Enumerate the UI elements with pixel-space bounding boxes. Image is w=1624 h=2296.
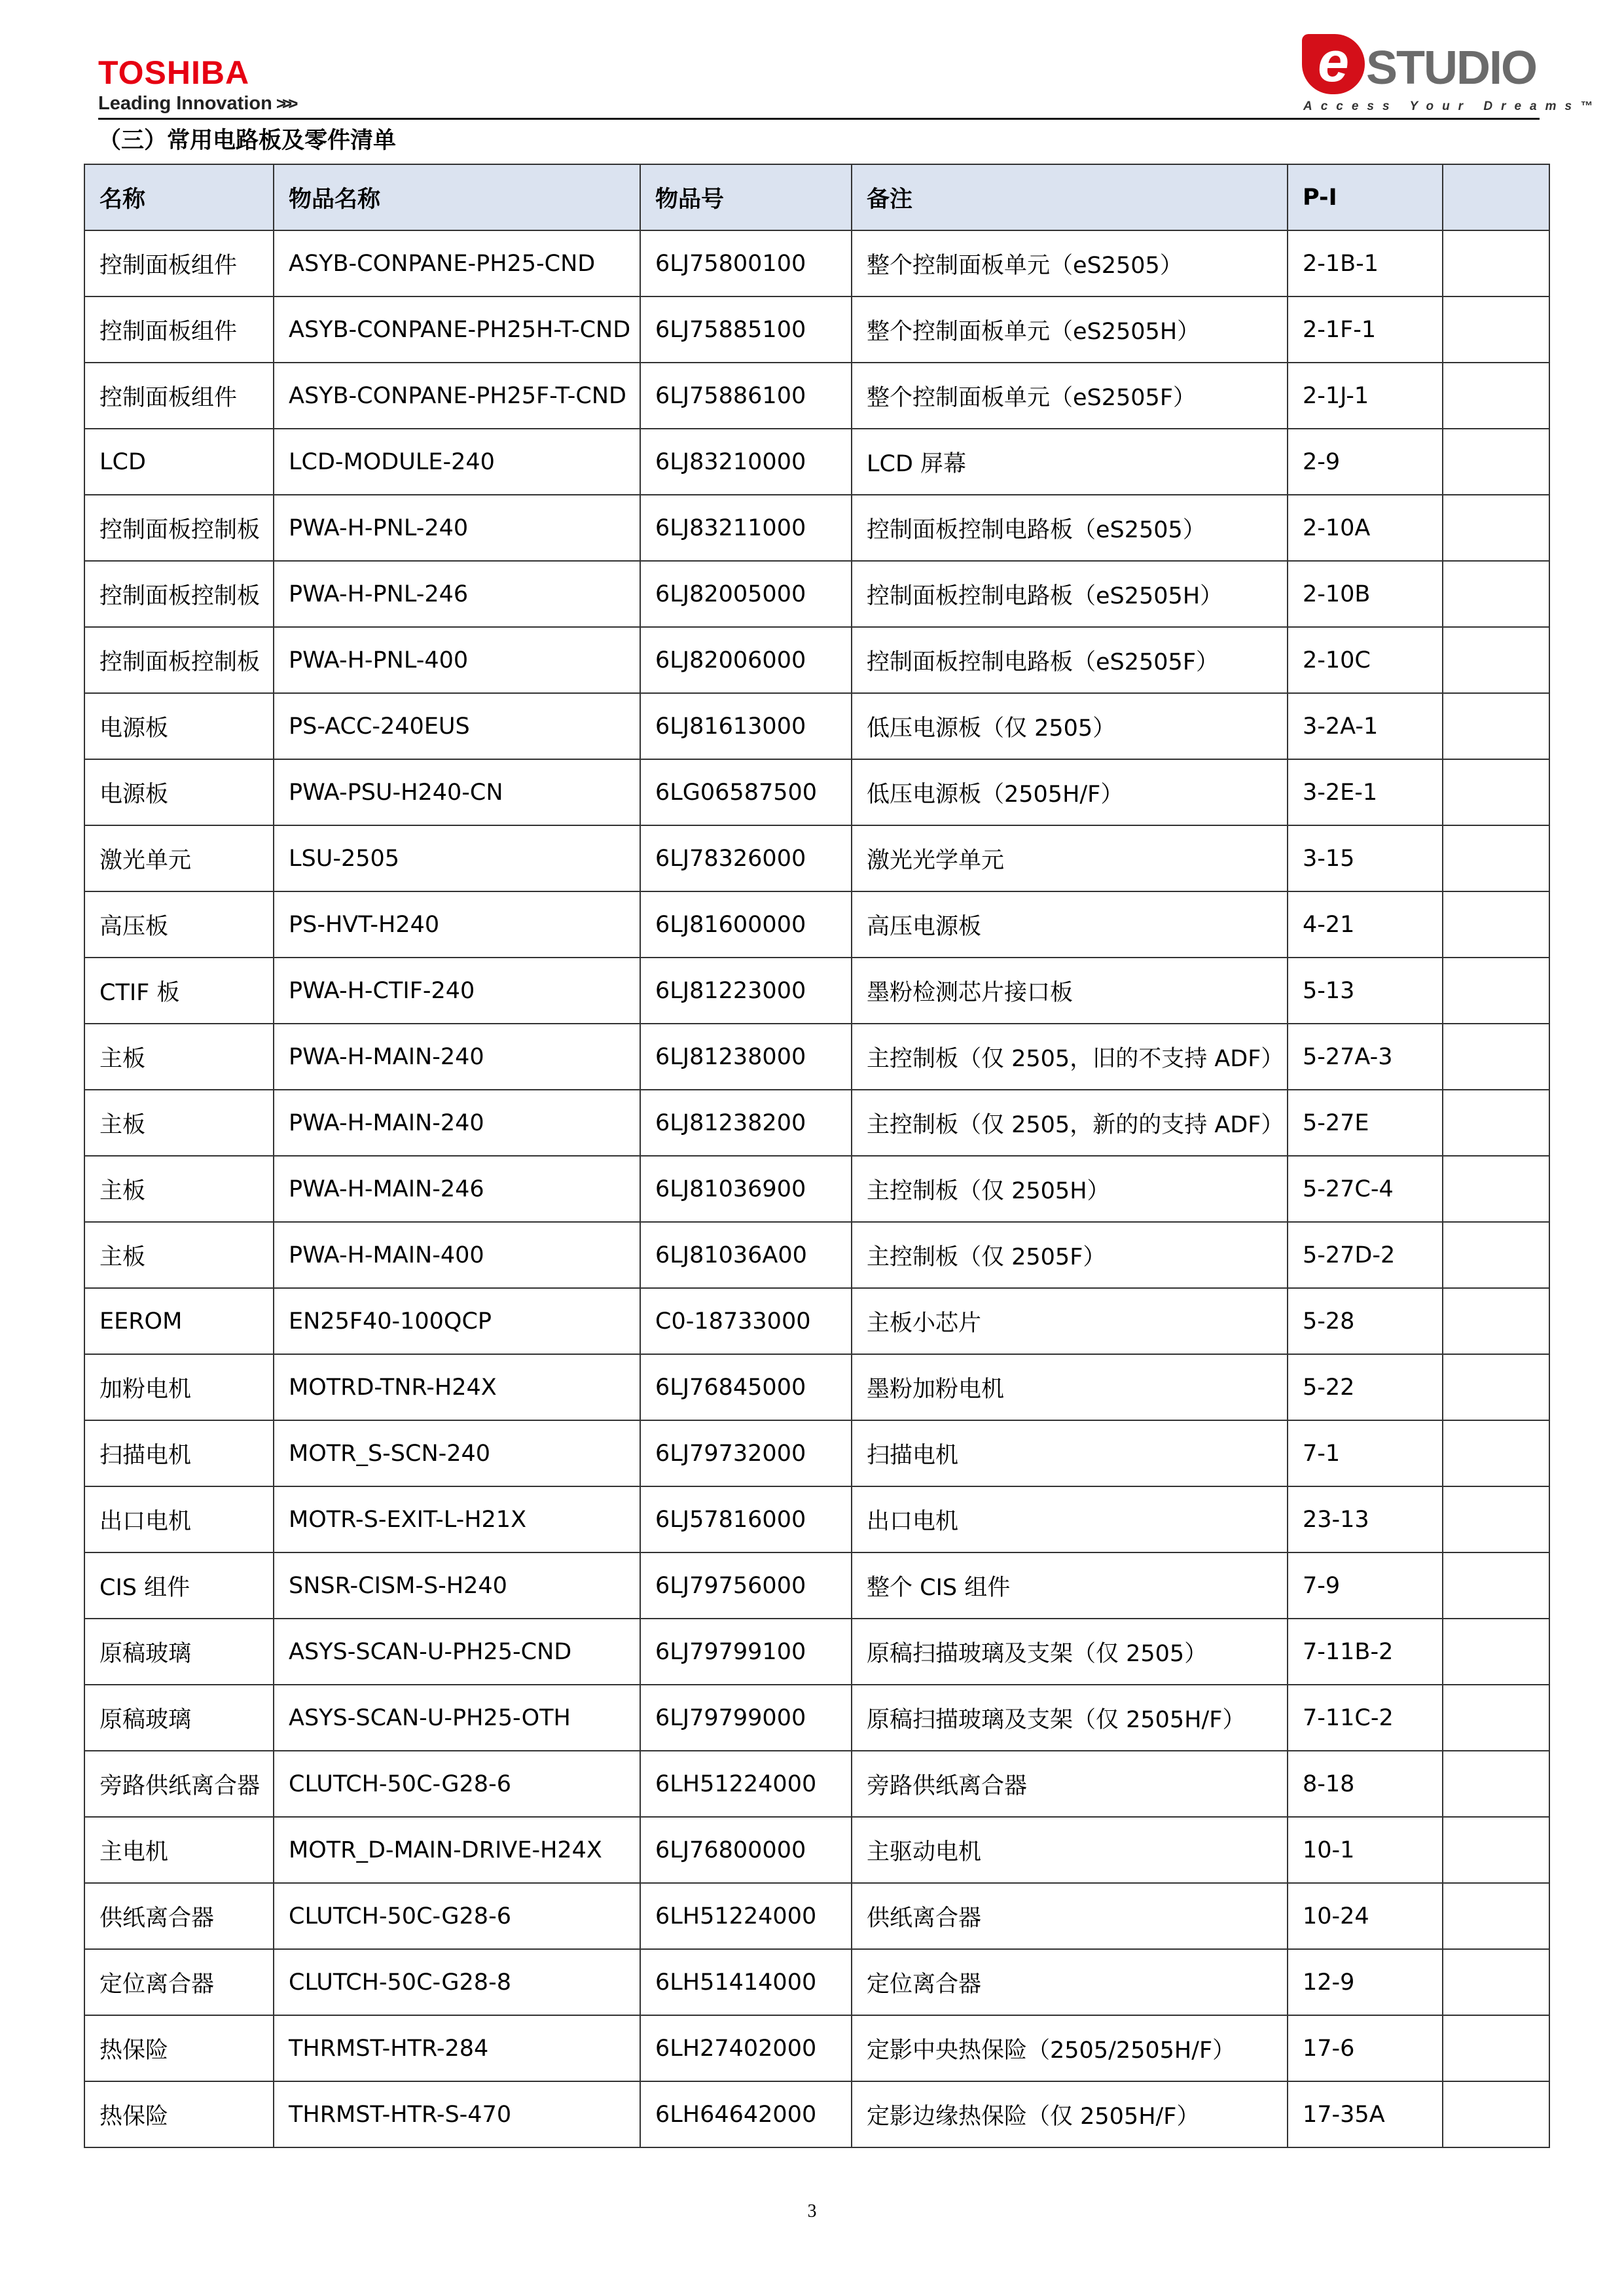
table-cell-item-name: LSU-2505 [274, 825, 640, 891]
table-cell-extra [1443, 1751, 1549, 1817]
toshiba-logo: TOSHIBA [98, 54, 250, 91]
table-cell-item-name: PS-HVT-H240 [274, 891, 640, 958]
table-cell-remarks: 主驱动电机 [852, 1817, 1288, 1883]
table-row [84, 1354, 1549, 1420]
table-cell-extra [1443, 495, 1549, 561]
tagline-text: Leading Innovation [98, 93, 272, 114]
table-cell-name: 定位离合器 [84, 1949, 274, 2015]
table-cell-remarks: 墨粉检测芯片接口板 [852, 958, 1288, 1024]
table-cell-extra [1443, 2081, 1549, 2147]
table-cell-remarks: 整个控制面板单元（eS2505F） [852, 363, 1288, 429]
table-cell-name: 供纸离合器 [84, 1883, 274, 1949]
table-cell-remarks: 旁路供纸离合器 [852, 1751, 1288, 1817]
table-cell-item-number: 6LH27402000 [640, 2015, 852, 2081]
page-header [0, 0, 1624, 124]
table-cell-name: 控制面板控制板 [84, 627, 274, 693]
table-cell-remarks: 控制面板控制电路板（eS2505F） [852, 627, 1288, 693]
table-cell-extra [1443, 1090, 1549, 1156]
table-cell-item-number: 6LJ78326000 [640, 825, 852, 891]
table-cell-item-number: 6LJ75885100 [640, 296, 852, 363]
table-row [84, 429, 1549, 495]
table-cell-item-name: ASYS-SCAN-U-PH25-CND [274, 1619, 640, 1685]
table-cell-extra [1443, 627, 1549, 693]
table-cell-item-name: CLUTCH-50C-G28-6 [274, 1883, 640, 1949]
table-cell-remarks: 原稿扫描玻璃及支架（仅 2505H/F） [852, 1685, 1288, 1751]
table-row [84, 1420, 1549, 1486]
table-cell-pi: 5-28 [1288, 1288, 1443, 1354]
table-row [84, 693, 1549, 759]
table-cell-name: 主板 [84, 1156, 274, 1222]
table-cell-item-number: 6LJ81238000 [640, 1024, 852, 1090]
table-cell-name: 控制面板组件 [84, 230, 274, 296]
table-row [84, 1486, 1549, 1552]
table-cell-extra [1443, 1817, 1549, 1883]
table-cell-item-number: 6LJ81238200 [640, 1090, 852, 1156]
table-cell-name: 主电机 [84, 1817, 274, 1883]
table-cell-pi: 5-27E [1288, 1090, 1443, 1156]
table-cell-item-name: MOTRD-TNR-H24X [274, 1354, 640, 1420]
table-cell-item-number: 6LH64642000 [640, 2081, 852, 2147]
table-row [84, 759, 1549, 825]
table-cell-pi: 5-27A-3 [1288, 1024, 1443, 1090]
table-row [84, 1817, 1549, 1883]
table-cell-remarks: 高压电源板 [852, 891, 1288, 958]
table-body [84, 230, 1549, 2147]
table-cell-extra [1443, 1288, 1549, 1354]
table-cell-item-number: 6LJ76845000 [640, 1354, 852, 1420]
table-cell-item-number: 6LJ81036A00 [640, 1222, 852, 1288]
table-cell-item-name: EN25F40-100QCP [274, 1288, 640, 1354]
table-cell-extra [1443, 891, 1549, 958]
table-cell-extra [1443, 1420, 1549, 1486]
estudio-brand [1302, 31, 1602, 116]
table-cell-item-number: 6LH51224000 [640, 1883, 852, 1949]
table-cell-name: LCD [84, 429, 274, 495]
table-cell-item-name: SNSR-CISM-S-H240 [274, 1552, 640, 1619]
table-cell-pi: 12-9 [1288, 1949, 1443, 2015]
table-row [84, 1751, 1549, 1817]
table-cell-item-name: PWA-H-PNL-246 [274, 561, 640, 627]
column-header-pi: P-I [1288, 164, 1443, 230]
table-row [84, 1685, 1549, 1751]
table-cell-extra [1443, 1222, 1549, 1288]
table-cell-pi: 2-10C [1288, 627, 1443, 693]
header-divider [98, 118, 1540, 120]
table-cell-item-name: PWA-H-MAIN-400 [274, 1222, 640, 1288]
page-number: 3 [807, 2201, 817, 2221]
table-header-row [84, 164, 1549, 230]
table-row [84, 230, 1549, 296]
table-cell-item-number: 6LJ79732000 [640, 1420, 852, 1486]
table-cell-extra [1443, 1156, 1549, 1222]
table-row [84, 495, 1549, 561]
table-cell-item-number: 6LJ81613000 [640, 693, 852, 759]
table-row [84, 1222, 1549, 1288]
table-row [84, 1288, 1549, 1354]
table-cell-pi: 17-35A [1288, 2081, 1443, 2147]
table-cell-pi: 5-27C-4 [1288, 1156, 1443, 1222]
table-cell-item-name: PWA-H-MAIN-240 [274, 1024, 640, 1090]
table-cell-remarks: 低压电源板（2505H/F） [852, 759, 1288, 825]
chevrons-icon: >>> [276, 94, 295, 113]
table-cell-remarks: 主控制板（仅 2505，旧的不支持 ADF） [852, 1024, 1288, 1090]
table-cell-item-number: 6LH51414000 [640, 1949, 852, 2015]
table-cell-item-name: ASYB-CONPANE-PH25F-T-CND [274, 363, 640, 429]
table-cell-item-name: PWA-H-CTIF-240 [274, 958, 640, 1024]
table-cell-remarks: 低压电源板（仅 2505） [852, 693, 1288, 759]
table-cell-name: 控制面板控制板 [84, 561, 274, 627]
table-cell-extra [1443, 1354, 1549, 1420]
table-cell-pi: 5-27D-2 [1288, 1222, 1443, 1288]
table-cell-remarks: 出口电机 [852, 1486, 1288, 1552]
table-cell-item-number: 6LJ82005000 [640, 561, 852, 627]
table-cell-item-number: 6LJ81600000 [640, 891, 852, 958]
column-header-remarks: 备注 [852, 164, 1288, 230]
table-cell-pi: 7-11C-2 [1288, 1685, 1443, 1751]
table-cell-remarks: 供纸离合器 [852, 1883, 1288, 1949]
estudio-wordmark: STUDIO [1366, 42, 1537, 94]
table-cell-item-number: 6LJ79799100 [640, 1619, 852, 1685]
table-cell-item-name: PS-ACC-240EUS [274, 693, 640, 759]
table-row [84, 1552, 1549, 1619]
table-cell-extra [1443, 1619, 1549, 1685]
table-cell-item-name: PWA-H-PNL-400 [274, 627, 640, 693]
table-cell-remarks: 主控制板（仅 2505，新的的支持 ADF） [852, 1090, 1288, 1156]
table-row [84, 561, 1549, 627]
table-cell-pi: 5-22 [1288, 1354, 1443, 1420]
table-cell-item-name: THRMST-HTR-284 [274, 2015, 640, 2081]
table-cell-pi: 3-2A-1 [1288, 693, 1443, 759]
table-cell-name: 控制面板控制板 [84, 495, 274, 561]
table-cell-item-name: PWA-H-MAIN-240 [274, 1090, 640, 1156]
table-cell-name: CIS 组件 [84, 1552, 274, 1619]
table-cell-pi: 8-18 [1288, 1751, 1443, 1817]
table-cell-name: CTIF 板 [84, 958, 274, 1024]
estudio-logo [1302, 31, 1537, 94]
table-cell-remarks: LCD 屏幕 [852, 429, 1288, 495]
table-cell-remarks: 主控制板（仅 2505F） [852, 1222, 1288, 1288]
table-cell-name: 出口电机 [84, 1486, 274, 1552]
column-header-item-name: 物品名称 [274, 164, 640, 230]
table-cell-item-number: 6LH51224000 [640, 1751, 852, 1817]
table-cell-item-name: MOTR_D-MAIN-DRIVE-H24X [274, 1817, 640, 1883]
table-cell-extra [1443, 363, 1549, 429]
table-cell-pi: 3-15 [1288, 825, 1443, 891]
table-cell-remarks: 扫描电机 [852, 1420, 1288, 1486]
table-cell-remarks: 定位离合器 [852, 1949, 1288, 2015]
table-row [84, 2015, 1549, 2081]
table-cell-remarks: 整个 CIS 组件 [852, 1552, 1288, 1619]
table-cell-remarks: 原稿扫描玻璃及支架（仅 2505） [852, 1619, 1288, 1685]
table-cell-item-number: 6LG06587500 [640, 759, 852, 825]
table-cell-item-number: 6LJ83211000 [640, 495, 852, 561]
table-cell-name: 主板 [84, 1222, 274, 1288]
table-row [84, 958, 1549, 1024]
table-cell-item-name: MOTR_S-SCN-240 [274, 1420, 640, 1486]
table-row [84, 1883, 1549, 1949]
table-cell-name: 主板 [84, 1090, 274, 1156]
table-cell-extra [1443, 296, 1549, 363]
table-cell-name: 控制面板组件 [84, 363, 274, 429]
table-cell-item-name: CLUTCH-50C-G28-6 [274, 1751, 640, 1817]
table-cell-extra [1443, 429, 1549, 495]
table-cell-remarks: 主控制板（仅 2505H） [852, 1156, 1288, 1222]
table-cell-extra [1443, 1486, 1549, 1552]
table-cell-item-number: 6LJ81036900 [640, 1156, 852, 1222]
table-cell-remarks: 定影中央热保险（2505/2505H/F） [852, 2015, 1288, 2081]
table-cell-extra [1443, 825, 1549, 891]
table-cell-item-number: C0-18733000 [640, 1288, 852, 1354]
table-cell-pi: 17-6 [1288, 2015, 1443, 2081]
table-cell-remarks: 整个控制面板单元（eS2505H） [852, 296, 1288, 363]
column-header-extra [1443, 164, 1549, 230]
table-row [84, 627, 1549, 693]
table-cell-item-name: CLUTCH-50C-G28-8 [274, 1949, 640, 2015]
table-cell-name: 热保险 [84, 2081, 274, 2147]
table-cell-remarks: 主板小芯片 [852, 1288, 1288, 1354]
table-cell-item-name: PWA-H-PNL-240 [274, 495, 640, 561]
table-cell-pi: 10-24 [1288, 1883, 1443, 1949]
table-row [84, 1619, 1549, 1685]
table-cell-item-number: 6LJ57816000 [640, 1486, 852, 1552]
table-cell-pi: 4-21 [1288, 891, 1443, 958]
column-header-item-number: 物品号 [640, 164, 852, 230]
table-cell-pi: 7-11B-2 [1288, 1619, 1443, 1685]
parts-table [84, 164, 1550, 2148]
table-row [84, 2081, 1549, 2147]
table-cell-name: 电源板 [84, 759, 274, 825]
table-cell-remarks: 定影边缘热保险（仅 2505H/F） [852, 2081, 1288, 2147]
table-cell-item-number: 6LJ79756000 [640, 1552, 852, 1619]
table-cell-remarks: 激光光学单元 [852, 825, 1288, 891]
table-cell-remarks: 整个控制面板单元（eS2505） [852, 230, 1288, 296]
table-cell-name: 加粉电机 [84, 1354, 274, 1420]
section-title: （三）常用电路板及零件清单 [98, 128, 397, 154]
table-cell-remarks: 墨粉加粉电机 [852, 1354, 1288, 1420]
table-cell-extra [1443, 1552, 1549, 1619]
table-cell-pi: 23-13 [1288, 1486, 1443, 1552]
table-row [84, 1156, 1549, 1222]
table-cell-item-number: 6LJ83210000 [640, 429, 852, 495]
table-cell-remarks: 控制面板控制电路板（eS2505） [852, 495, 1288, 561]
table-cell-extra [1443, 2015, 1549, 2081]
table-cell-item-name: PWA-H-MAIN-246 [274, 1156, 640, 1222]
table-cell-item-name: ASYS-SCAN-U-PH25-OTH [274, 1685, 640, 1751]
table-cell-pi: 2-10B [1288, 561, 1443, 627]
table-cell-extra [1443, 759, 1549, 825]
table-cell-name: 控制面板组件 [84, 296, 274, 363]
estudio-e-mark: e [1302, 34, 1365, 94]
table-cell-item-number: 6LJ75800100 [640, 230, 852, 296]
table-cell-item-number: 6LJ82006000 [640, 627, 852, 693]
estudio-slogan: Access Your Dreams™ [1303, 99, 1602, 113]
table-cell-extra [1443, 1949, 1549, 2015]
table-cell-pi: 2-1J-1 [1288, 363, 1443, 429]
table-cell-item-name: MOTR-S-EXIT-L-H21X [274, 1486, 640, 1552]
table-cell-remarks: 控制面板控制电路板（eS2505H） [852, 561, 1288, 627]
table-cell-pi: 5-13 [1288, 958, 1443, 1024]
table-cell-name: 原稿玻璃 [84, 1685, 274, 1751]
toshiba-brand [98, 54, 294, 115]
table-cell-item-name: LCD-MODULE-240 [274, 429, 640, 495]
table-cell-pi: 2-10A [1288, 495, 1443, 561]
table-cell-item-number: 6LJ75886100 [640, 363, 852, 429]
table-cell-pi: 7-9 [1288, 1552, 1443, 1619]
table-cell-extra [1443, 693, 1549, 759]
table-cell-extra [1443, 561, 1549, 627]
table-cell-pi: 3-2E-1 [1288, 759, 1443, 825]
table-cell-item-number: 6LJ79799000 [640, 1685, 852, 1751]
table-cell-pi: 7-1 [1288, 1420, 1443, 1486]
table-cell-item-name: ASYB-CONPANE-PH25H-T-CND [274, 296, 640, 363]
table-cell-name: 高压板 [84, 891, 274, 958]
table-cell-extra [1443, 958, 1549, 1024]
table-row [84, 363, 1549, 429]
table-row [84, 1949, 1549, 2015]
table-cell-extra [1443, 230, 1549, 296]
table-cell-item-name: ASYB-CONPANE-PH25-CND [274, 230, 640, 296]
tagline [98, 92, 294, 115]
table-cell-item-number: 6LJ81223000 [640, 958, 852, 1024]
table-cell-item-name: PWA-PSU-H240-CN [274, 759, 640, 825]
table-cell-pi: 2-1B-1 [1288, 230, 1443, 296]
table-cell-extra [1443, 1024, 1549, 1090]
table-cell-name: 主板 [84, 1024, 274, 1090]
table-cell-name: 原稿玻璃 [84, 1619, 274, 1685]
table-cell-name: 热保险 [84, 2015, 274, 2081]
table-row [84, 1090, 1549, 1156]
table-cell-extra [1443, 1685, 1549, 1751]
table-cell-name: 旁路供纸离合器 [84, 1751, 274, 1817]
table-cell-pi: 2-1F-1 [1288, 296, 1443, 363]
table-cell-extra [1443, 1883, 1549, 1949]
table-cell-pi: 2-9 [1288, 429, 1443, 495]
table-cell-item-number: 6LJ76800000 [640, 1817, 852, 1883]
table-row [84, 891, 1549, 958]
table-cell-name: 电源板 [84, 693, 274, 759]
table-cell-item-name: THRMST-HTR-S-470 [274, 2081, 640, 2147]
table-row [84, 825, 1549, 891]
table-cell-name: EEROM [84, 1288, 274, 1354]
table-row [84, 296, 1549, 363]
table-row [84, 1024, 1549, 1090]
table-cell-name: 激光单元 [84, 825, 274, 891]
column-header-name: 名称 [84, 164, 274, 230]
table-cell-pi: 10-1 [1288, 1817, 1443, 1883]
table-cell-name: 扫描电机 [84, 1420, 274, 1486]
